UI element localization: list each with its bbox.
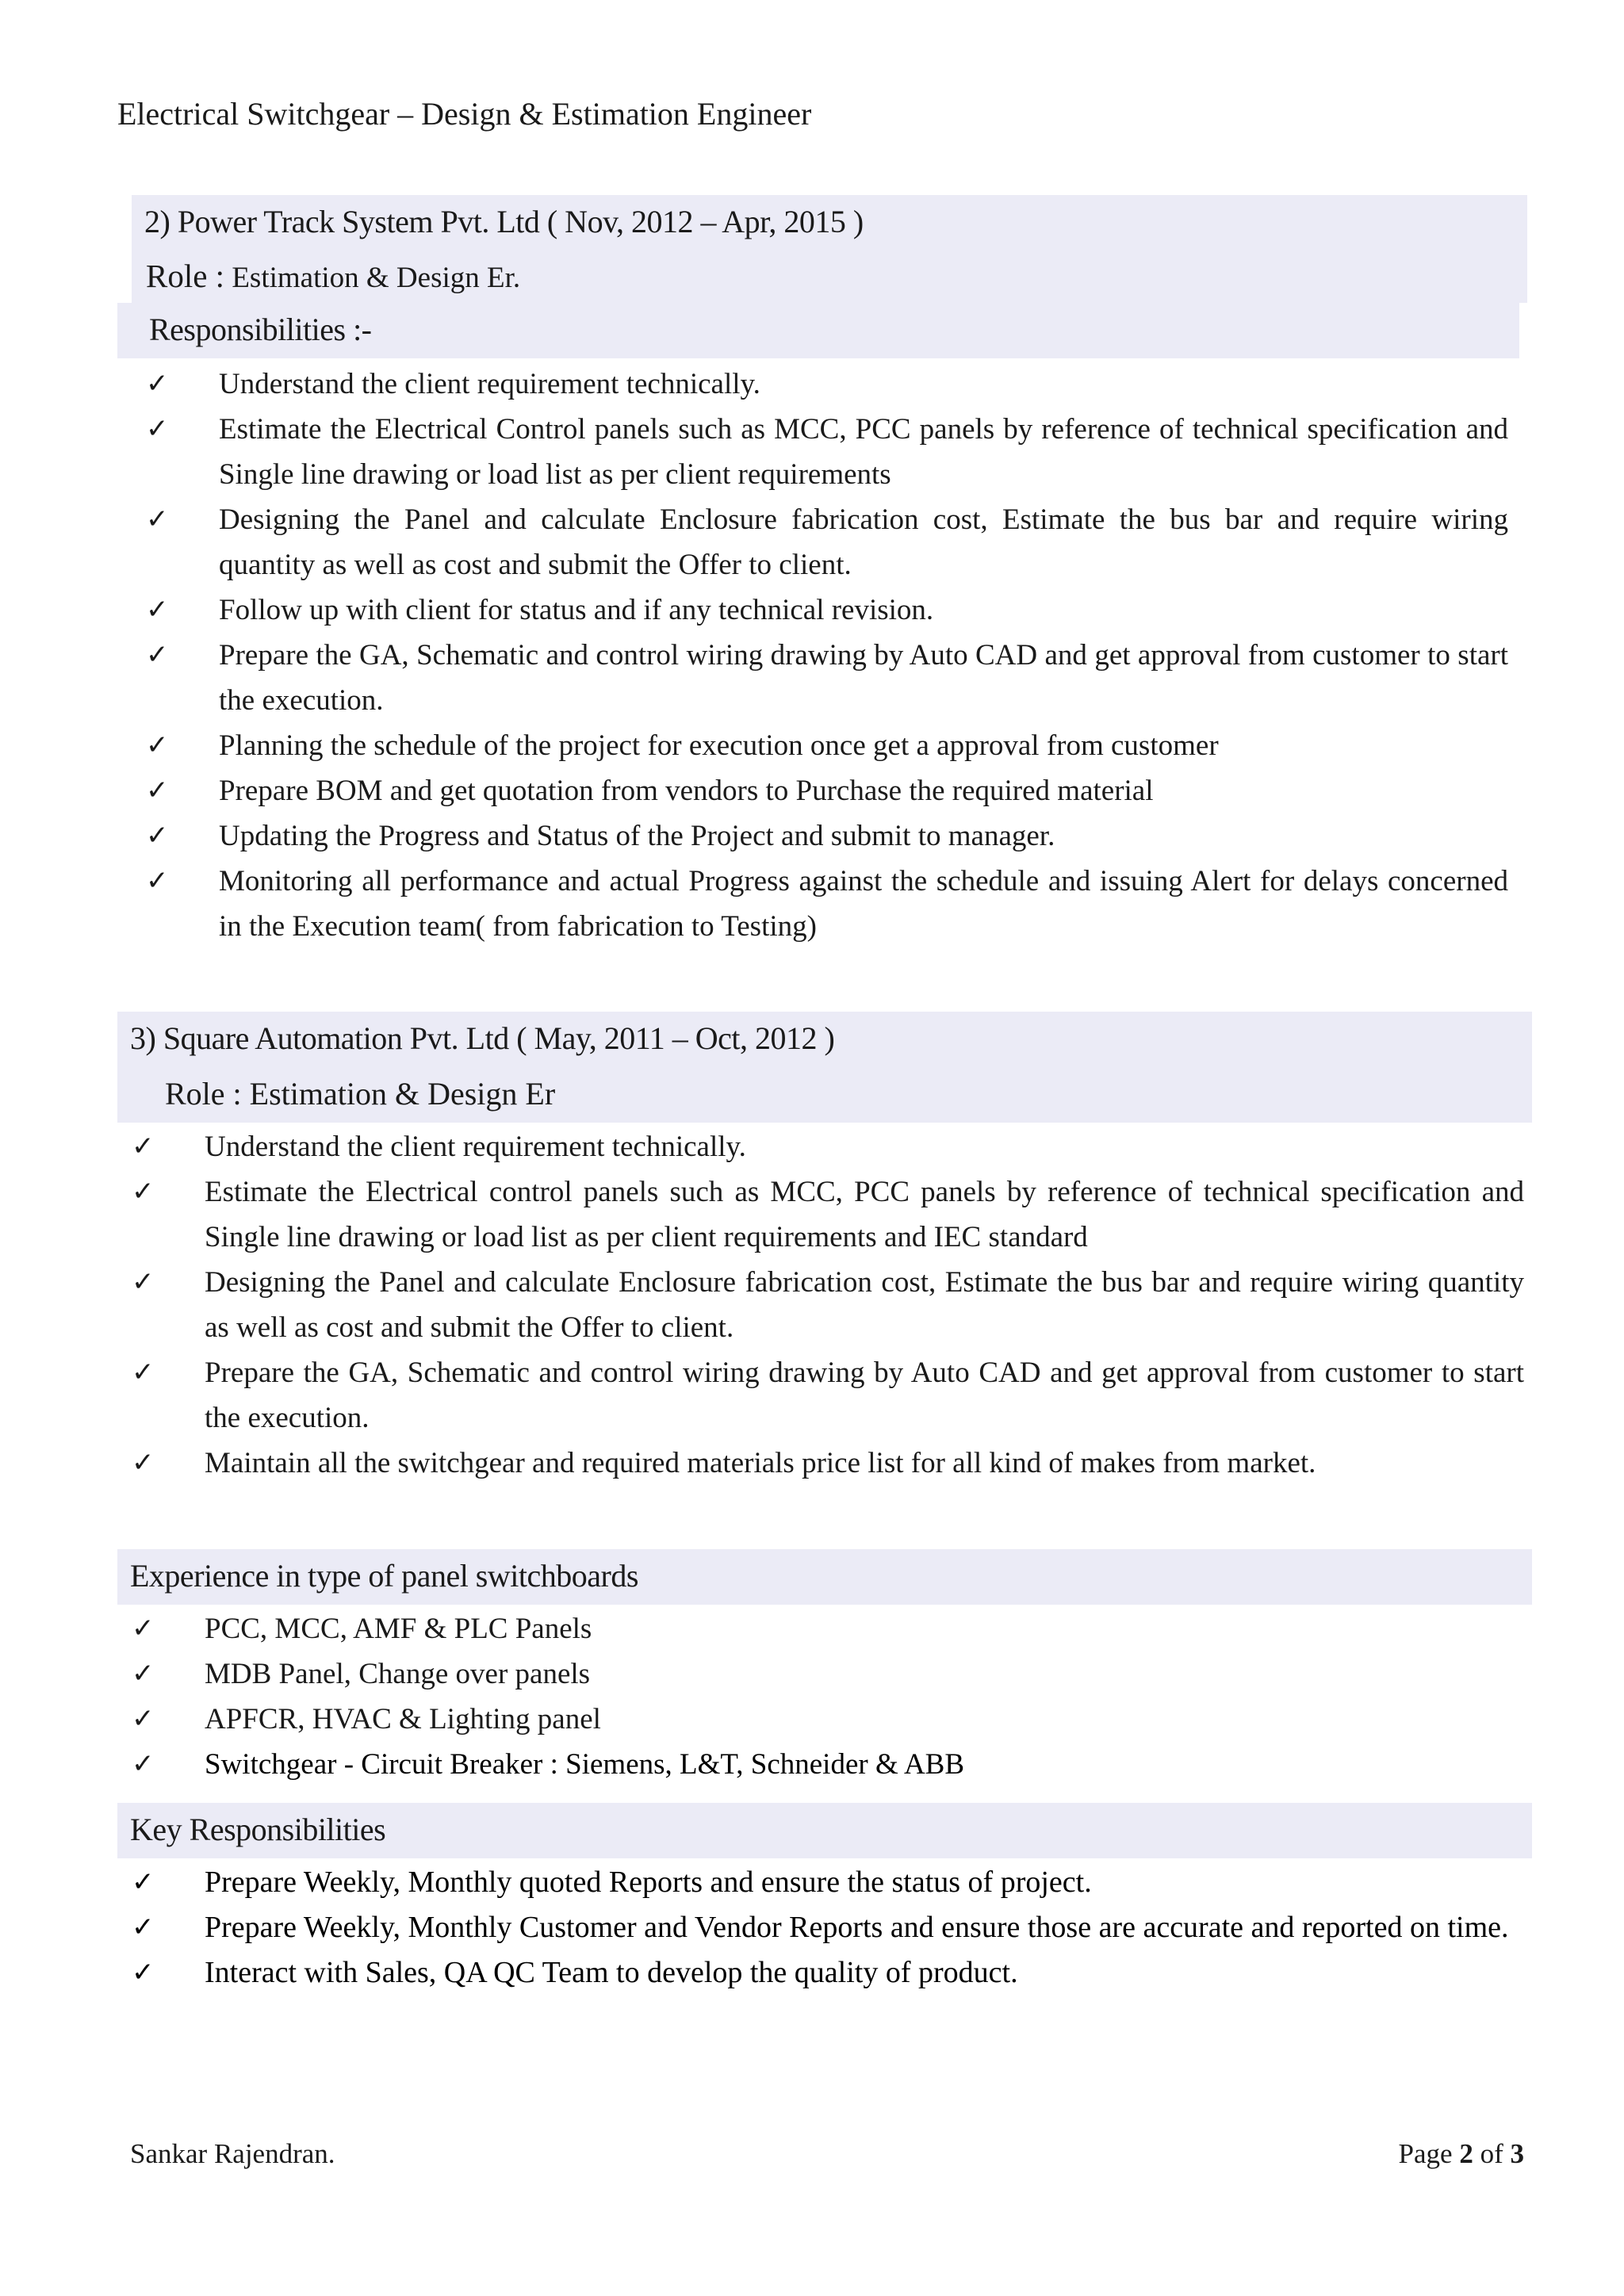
list-item-text: Designing the Panel and calculate Enclosure fabrication cost, Estimate the bus bar and require wiring quantity as well as cost and submit the Offer to client.: [205, 1266, 1524, 1344]
page-current: 2: [1459, 2138, 1473, 2169]
list-item-text: APFCR, HVAC & Lighting panel: [205, 1703, 601, 1735]
list-item-text: Interact with Sales, QA QC Team to develop the quality of product.: [205, 1956, 1018, 1989]
checkmark-icon: ✓: [132, 1911, 155, 1943]
page-of: of: [1473, 2138, 1511, 2169]
job3-responsibility-list: [132, 1124, 1524, 1486]
checkmark-icon: ✓: [132, 1658, 155, 1689]
list-item-text: MDB Panel, Change over panels: [205, 1658, 591, 1690]
checkmark-icon: ✓: [146, 729, 169, 761]
job2-title: 2) Power Track System Pvt. Ltd ( Nov, 2012 – Apr, 2015 ): [144, 204, 864, 239]
list-item-text: Monitoring all performance and actual Progress against the schedule and issuing Alert for delays concerned in the Execution team( from fabrication to Testing): [219, 865, 1508, 943]
list-item: [132, 1441, 1524, 1486]
key-list: [132, 1860, 1524, 1996]
list-item: [132, 1651, 1524, 1697]
page-header-title: Electrical Switchgear – Design & Estimation Engineer: [117, 96, 812, 132]
list-item: [132, 1905, 1524, 1950]
list-item-text: PCC, MCC, AMF & PLC Panels: [205, 1613, 592, 1645]
list-item: [132, 1350, 1524, 1441]
list-item-text: Switchgear - Circuit Breaker : Siemens, L&T, Schneider & ABB: [205, 1748, 965, 1781]
key-heading: Key Responsibilities: [130, 1812, 386, 1847]
job3-role: Role : Estimation & Design Er: [165, 1076, 556, 1112]
list-item: [132, 1260, 1524, 1350]
checkmark-icon: ✓: [132, 1748, 155, 1780]
checkmark-icon: ✓: [132, 1613, 155, 1644]
list-item-text: Prepare BOM and get quotation from vendors to Purchase the required material: [219, 775, 1154, 807]
checkmark-icon: ✓: [132, 1266, 155, 1298]
list-item: [146, 362, 1508, 407]
job2-resp-heading: Responsibilities :-: [149, 312, 372, 347]
list-item-text: Prepare the GA, Schematic and control wiring drawing by Auto CAD and get approval from customer to start the execution.: [205, 1357, 1524, 1434]
list-item: [132, 1169, 1524, 1260]
list-item: [132, 1124, 1524, 1169]
list-item: [146, 497, 1508, 587]
checkmark-icon: ✓: [132, 1957, 155, 1988]
checkmark-icon: ✓: [132, 1447, 155, 1479]
list-item: [146, 859, 1508, 949]
checkmark-icon: ✓: [146, 820, 169, 851]
list-item: [146, 813, 1508, 859]
list-item-text: Designing the Panel and calculate Enclosure fabrication cost, Estimate the bus bar and require wiring quantity as well as cost and submit the Offer to client.: [219, 503, 1508, 581]
checkmark-icon: ✓: [146, 865, 169, 897]
job2-role-value: Estimation & Design Er.: [224, 262, 521, 294]
list-item: [132, 1860, 1524, 1905]
list-item: [132, 1606, 1524, 1651]
checkmark-icon: ✓: [132, 1176, 155, 1207]
list-item-text: Prepare Weekly, Monthly quoted Reports and ensure the status of project.: [205, 1866, 1092, 1899]
list-item: [132, 1742, 1524, 1787]
checkmark-icon: ✓: [132, 1703, 155, 1735]
list-item: [132, 1697, 1524, 1742]
list-item-text: Understand the client requirement technically.: [219, 368, 760, 400]
list-item-text: Maintain all the switchgear and required materials price list for all kind of makes from market.: [205, 1447, 1316, 1479]
list-item-text: Prepare the GA, Schematic and control wiring drawing by Auto CAD and get approval from customer to start the execution.: [219, 639, 1508, 717]
job2-role: [146, 252, 520, 302]
page-total: 3: [1510, 2138, 1524, 2169]
page-prefix: Page: [1398, 2138, 1460, 2169]
list-item: [146, 768, 1508, 813]
list-item-text: Prepare Weekly, Monthly Customer and Vendor Reports and ensure those are accurate and reported on time.: [205, 1911, 1509, 1944]
list-item-text: Estimate the Electrical Control panels such as MCC, PCC panels by reference of technical specification and Single line drawing or load list as per client requirements: [219, 413, 1508, 491]
checkmark-icon: ✓: [132, 1866, 155, 1898]
list-item-text: Follow up with client for status and if any technical revision.: [219, 594, 934, 626]
checkmark-icon: ✓: [146, 503, 169, 535]
checkmark-icon: ✓: [132, 1357, 155, 1388]
checkmark-icon: ✓: [146, 413, 169, 445]
checkmark-icon: ✓: [132, 1131, 155, 1162]
list-item-text: Updating the Progress and Status of the Project and submit to manager.: [219, 820, 1055, 852]
footer-page-number: [1399, 2134, 1524, 2174]
panels-list: [132, 1606, 1524, 1787]
footer-name: Sankar Rajendran.: [130, 2138, 335, 2169]
list-item: [146, 587, 1508, 633]
list-item-text: Understand the client requirement technically.: [205, 1131, 746, 1163]
list-item: [146, 407, 1508, 497]
list-item: [132, 1950, 1524, 1996]
list-item: [146, 633, 1508, 723]
panels-heading: Experience in type of panel switchboards: [130, 1558, 638, 1594]
checkmark-icon: ✓: [146, 639, 169, 671]
list-item-text: Planning the schedule of the project for execution once get a approval from customer: [219, 729, 1219, 762]
job2-role-label: Role :: [146, 258, 225, 294]
list-item-text: Estimate the Electrical control panels such as MCC, PCC panels by reference of technical specification and Single line drawing or load list as per client requirements and IEC standard: [205, 1176, 1524, 1253]
job3-title: 3) Square Automation Pvt. Ltd ( May, 2011 – Oct, 2012 ): [130, 1020, 835, 1056]
list-item: [146, 723, 1508, 768]
checkmark-icon: ✓: [146, 594, 169, 626]
checkmark-icon: ✓: [146, 368, 169, 400]
checkmark-icon: ✓: [146, 775, 169, 806]
job2-responsibility-list: [146, 362, 1508, 949]
